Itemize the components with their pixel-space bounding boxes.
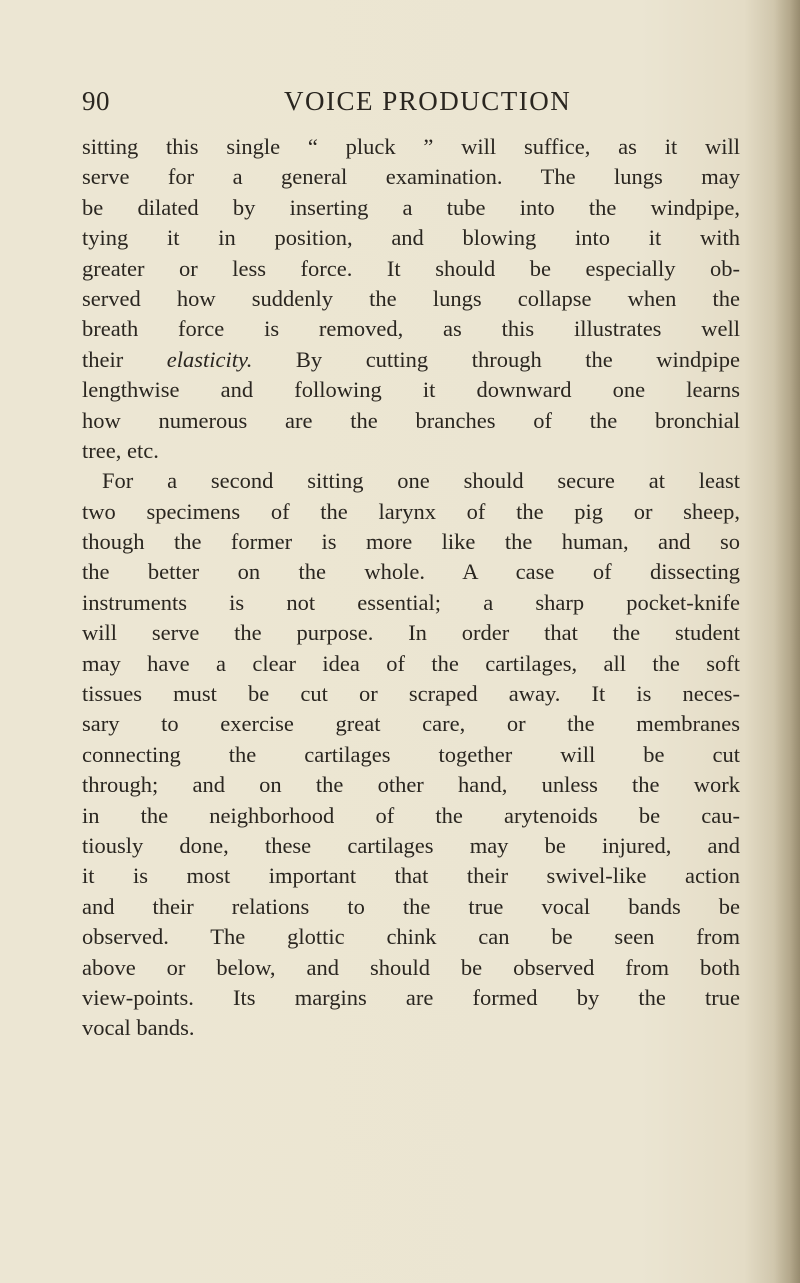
text-line: serve for a general examination. The lungs may: [82, 164, 740, 190]
page-header: [82, 86, 742, 126]
text-line: two specimens of the larynx of the pig or sheep,: [82, 498, 740, 524]
text-line: be dilated by inserting a tube into the windpipe,: [82, 194, 740, 220]
text-line: will serve the purpose. In order that the student: [82, 620, 740, 646]
text-line: it is most important that their swivel-like action: [82, 863, 740, 889]
text-line: tissues must be cut or scraped away. It is neces-: [82, 681, 740, 707]
text-line: served how suddenly the lungs collapse when the: [82, 285, 740, 311]
text-line: For a second sitting one should secure at least: [102, 468, 740, 494]
text-line: though the former is more like the human, and so: [82, 529, 740, 555]
text-line: observed. The glottic chink can be seen from: [82, 924, 740, 950]
text-line: tiously done, these cartilages may be injured, and: [82, 832, 740, 858]
text-line: breath force is removed, as this illustrates well: [82, 316, 740, 342]
text-line: [82, 345, 740, 375]
text-line: through; and on the other hand, unless the work: [82, 772, 740, 798]
text-line: may have a clear idea of the cartilages, all the soft: [82, 650, 740, 676]
body-text: [82, 132, 740, 1044]
text-run: By cutting through the windpipe: [252, 346, 740, 372]
text-line: the better on the whole. A case of dissecting: [82, 559, 740, 585]
text-line: view-points. Its margins are formed by the true: [82, 984, 740, 1010]
page-edge-shadow: [774, 0, 800, 1283]
text-line: tying it in position, and blowing into it with: [82, 225, 740, 251]
text-line: connecting the cartilages together will be cut: [82, 741, 740, 767]
text-line: greater or less force. It should be especially ob-: [82, 255, 740, 281]
text-line: sary to exercise great care, or the membranes: [82, 711, 740, 737]
running-head: VOICE PRODUCTION: [284, 86, 572, 116]
text-line: how numerous are the branches of the bronchial: [82, 407, 740, 433]
text-run: their: [82, 346, 167, 372]
emphasis-text: elasticity.: [166, 346, 253, 372]
text-line: lengthwise and following it downward one learns: [82, 377, 740, 403]
text-line: above or below, and should be observed from both: [82, 954, 740, 980]
text-line: and their relations to the true vocal bands be: [82, 893, 740, 919]
page-number: 90: [82, 86, 110, 116]
text-line: sitting this single “ pluck ” will suffice, as it will: [82, 134, 740, 159]
text-line: in the neighborhood of the arytenoids be cau-: [82, 802, 740, 828]
text-line: vocal bands.: [82, 1015, 195, 1041]
text-line: instruments is not essential; a sharp pocket-knife: [82, 589, 740, 615]
text-line: tree, etc.: [82, 437, 159, 463]
